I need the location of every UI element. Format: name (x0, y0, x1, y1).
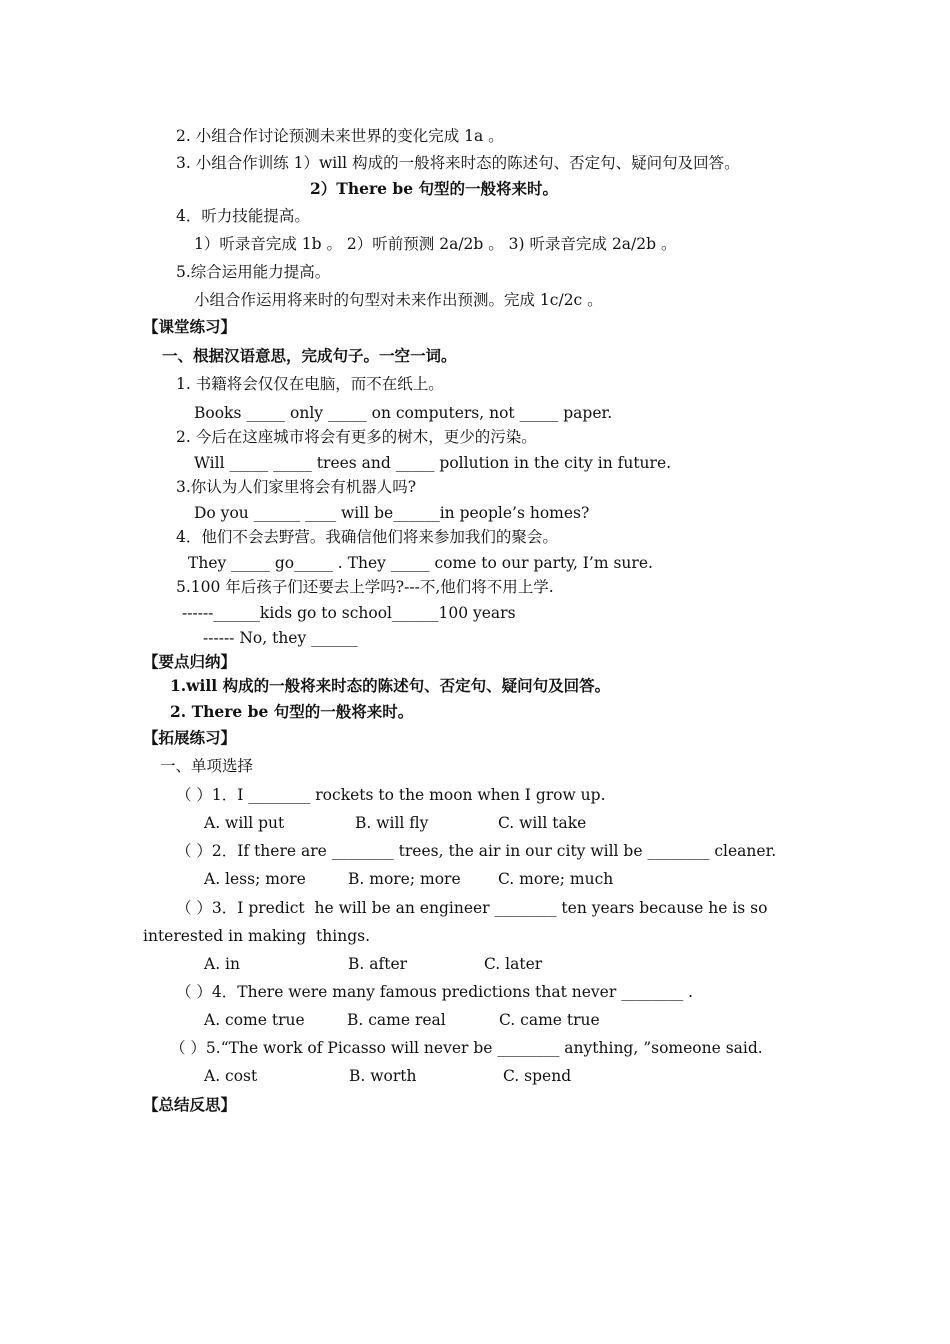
question-stem: （ ）2．If there are ________ trees, the air in our city will be ________ cleaner. (176, 842, 777, 860)
step2-line: 2. 小组合作讨论预测未来世界的变化完成 1a 。 (176, 127, 504, 145)
summary-point1: 1.will 构成的一般将来时态的陈述句、否定句、疑问句及回答。 (170, 676, 611, 695)
classwork-item-zh: 3.你认为人们家里将会有机器人吗? (176, 478, 417, 496)
extension-part1: 一、单项选择 (160, 757, 254, 775)
classwork-item-zh: 4．他们不会去野营。我确信他们将来参加我们的聚会。 (176, 528, 558, 546)
summary-heading: 【要点归纳】 (143, 652, 237, 671)
step5-detail: 小组合作运用将来时的句型对未来作出预测。完成 1c/2c 。 (194, 291, 603, 309)
option-a: A. less; more (204, 870, 306, 888)
classwork-item-zh: 1. 书籍将会仅仅在电脑，而不在纸上。 (176, 375, 444, 393)
option-a: A. come true (204, 1011, 305, 1029)
question-stem: （ ）3．I predict he will be an engineer ________ ten years because he is so (176, 899, 768, 917)
reflection-heading: 【总结反思】 (143, 1095, 237, 1114)
classwork-item-en: Will _____ _____ trees and _____ pollution in the city in future. (194, 454, 672, 472)
summary-point2: 2. There be 句型的一般将来时。 (170, 702, 414, 721)
question-stem-cont: interested in making things. (143, 927, 370, 945)
classwork-item-en: Books _____ only _____ on computers, not _____ paper. (194, 404, 613, 422)
classwork-item-en: Do you ______ ____ will be______in people’s homes? (194, 504, 590, 522)
classwork-item-zh: 5.100 年后孩子们还要去上学吗?---不,他们将不用上学. (176, 578, 554, 596)
option-c: C. spend (503, 1067, 572, 1085)
step4-detail: 1）听录音完成 1b 。 2）听前预测 2a/2b 。 3) 听录音完成 2a/2b 。 (194, 235, 677, 253)
question-stem: （ ）5.“The work of Picasso will never be ________ anything, ”someone said. (170, 1039, 763, 1057)
option-c: C. will take (498, 814, 587, 832)
option-a: A. will put (204, 814, 285, 832)
step5-line: 5.综合运用能力提高。 (176, 263, 331, 281)
option-c: C. more; much (498, 870, 614, 888)
classwork-item-en2: ------ No, they ______ (203, 629, 358, 647)
option-b: B. after (348, 955, 408, 973)
classwork-item-en: ------______kids go to school______100 years (182, 604, 516, 622)
extension-heading: 【拓展练习】 (143, 728, 237, 747)
option-a: A. cost (204, 1067, 258, 1085)
classwork-item-zh: 2. 今后在这座城市将会有更多的树木，更少的污染。 (176, 428, 537, 446)
step4-line: 4．听力技能提高。 (176, 207, 310, 225)
classwork-part1: 一、根据汉语意思，完成句子。一空一词。 (162, 346, 457, 365)
option-b: B. more; more (348, 870, 461, 888)
option-a: A. in (204, 955, 240, 973)
step3-line: 3. 小组合作训练 1）will 构成的一般将来时态的陈述句、否定句、疑问句及回答。 (176, 154, 740, 172)
question-stem: （ ）4．There were many famous predictions that never ________ . (176, 983, 694, 1001)
option-b: B. will fly (355, 814, 429, 832)
option-c: C. came true (499, 1011, 600, 1029)
option-c: C. later (484, 955, 543, 973)
question-stem: （ ）1．I ________ rockets to the moon when I grow up. (176, 786, 606, 804)
option-b: B. came real (347, 1011, 446, 1029)
classwork-heading: 【课堂练习】 (143, 317, 237, 336)
classwork-item-en: They _____ go_____ . They _____ come to our party, I’m sure. (188, 554, 653, 572)
step3b-line: 2）There be 句型的一般将来时。 (310, 179, 558, 198)
option-b: B. worth (349, 1067, 417, 1085)
